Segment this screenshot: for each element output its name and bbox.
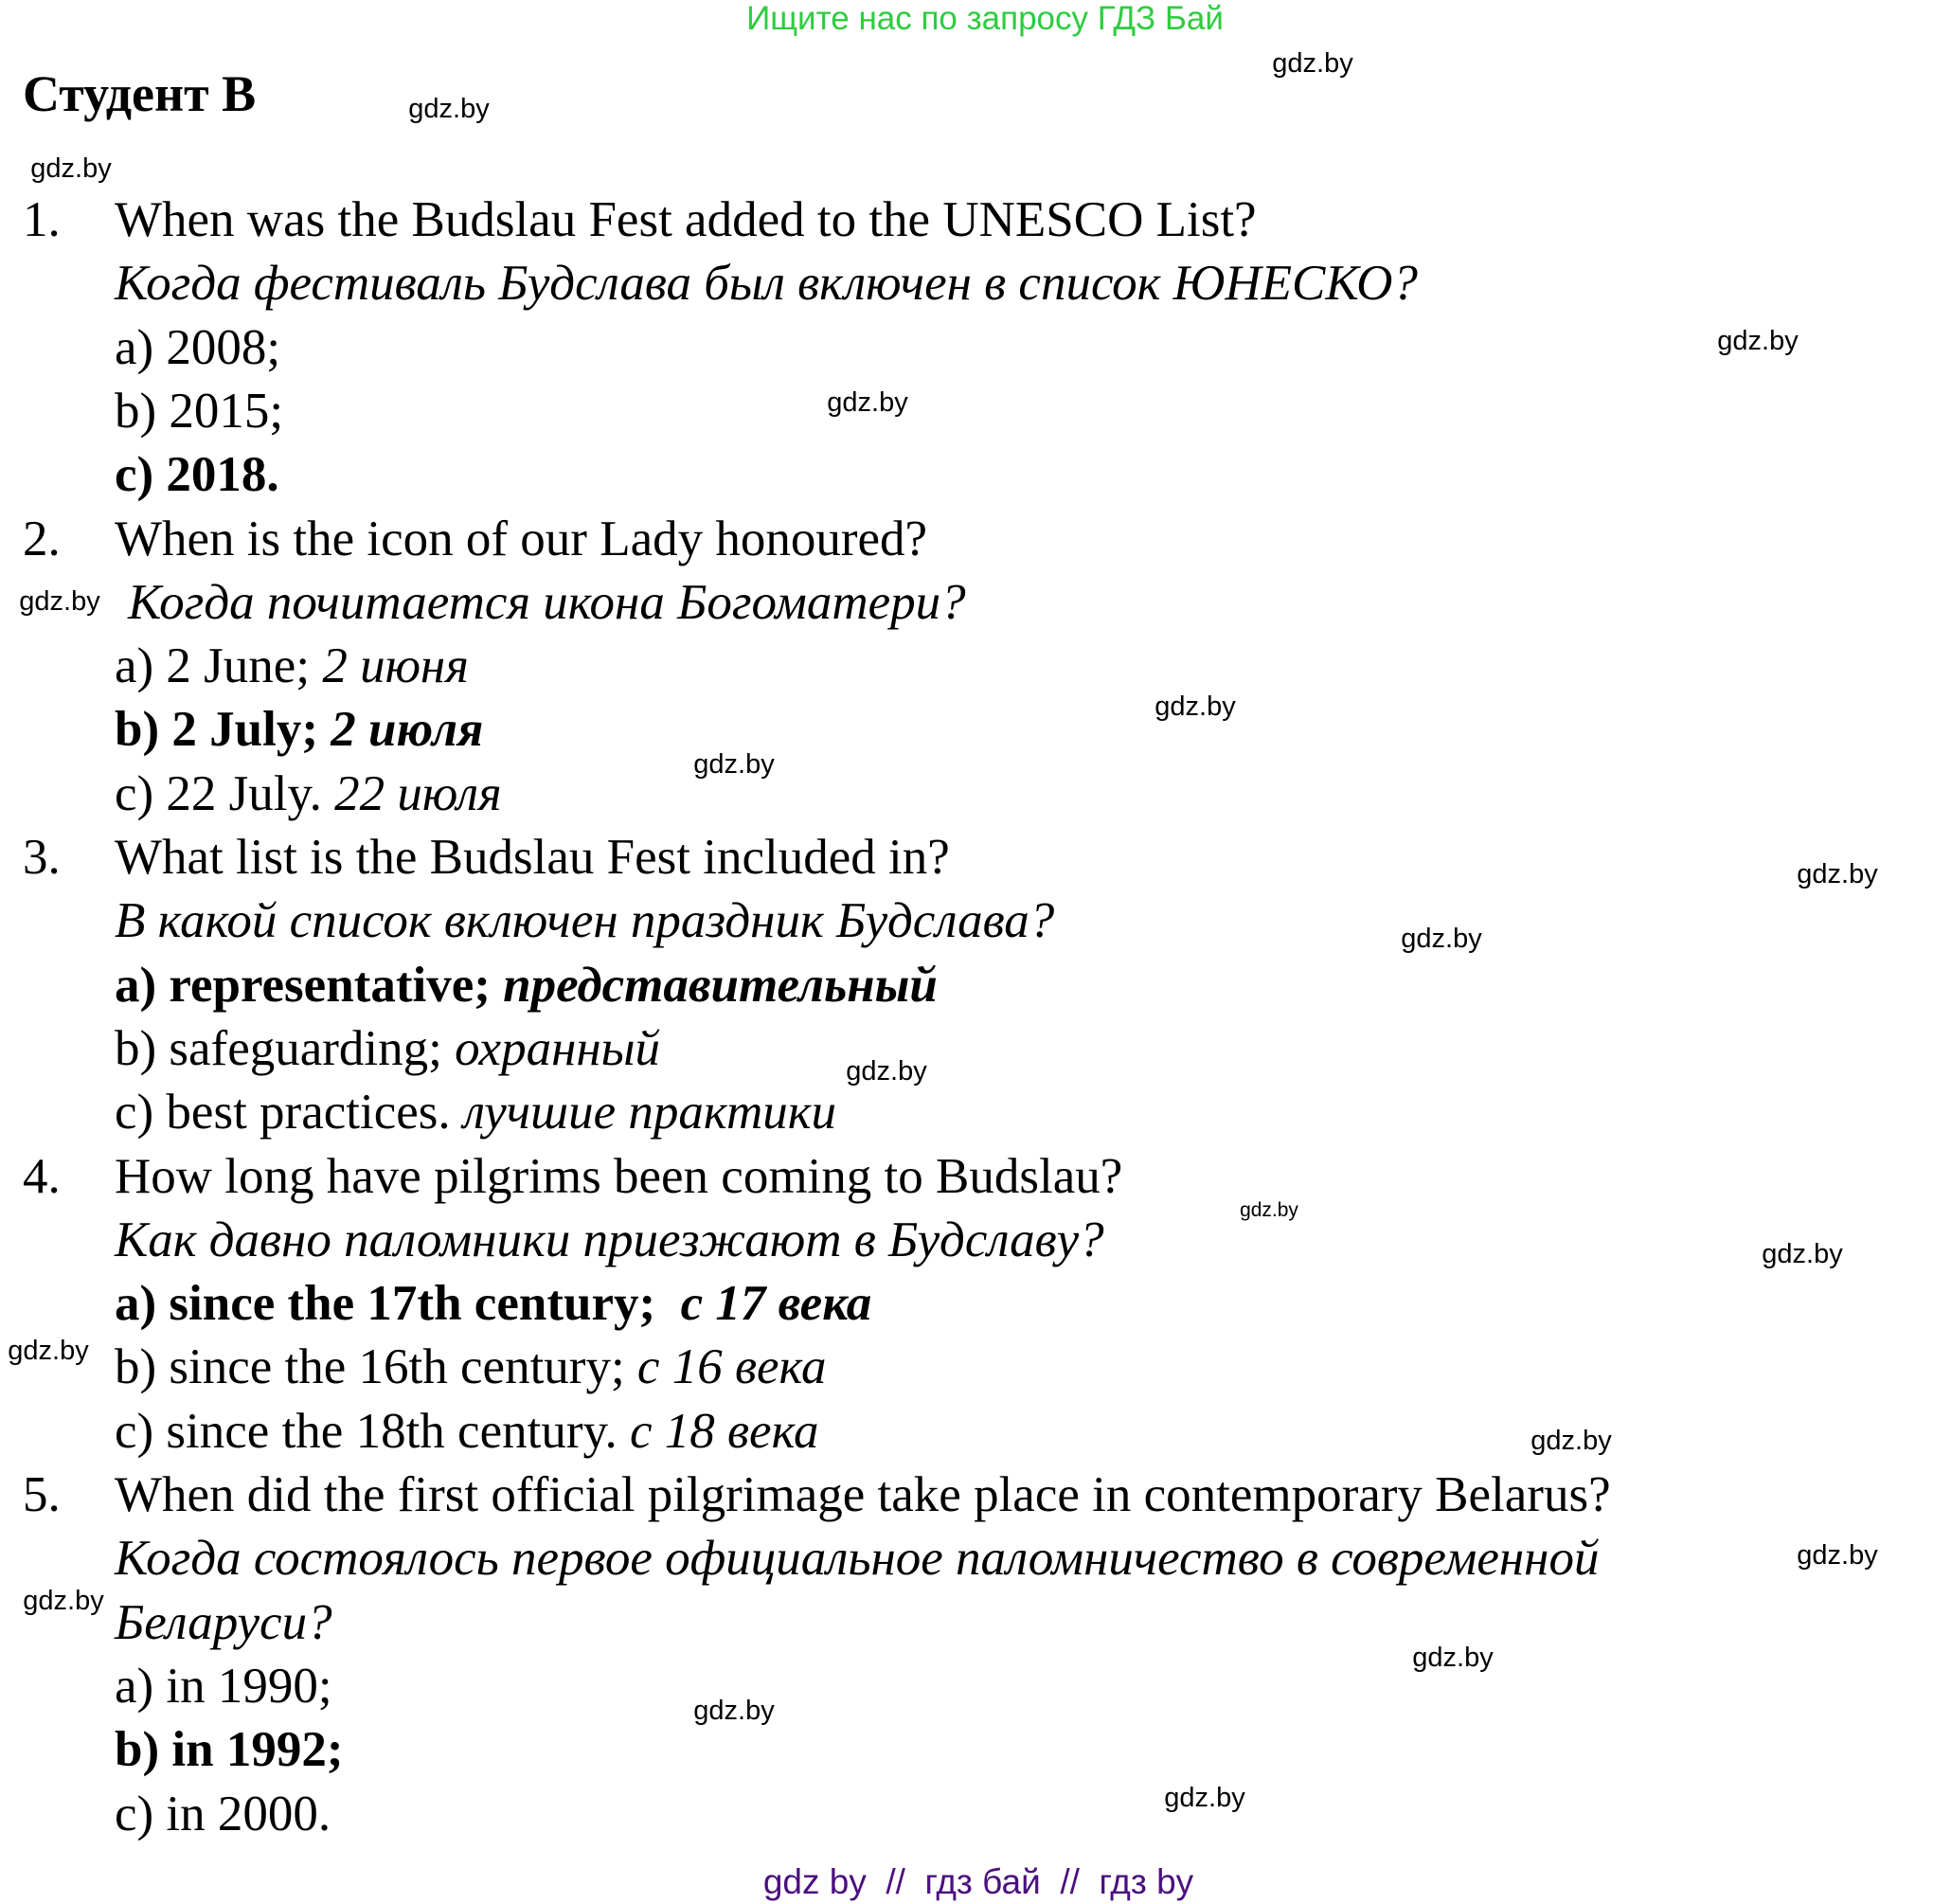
text-segment: В какой список включен праздник Будслава? xyxy=(115,893,1055,948)
watermark: gdz.by xyxy=(23,1586,104,1616)
text-segment: с 16 века xyxy=(636,1339,827,1394)
line-text xyxy=(115,1017,660,1081)
text-segment: охранный xyxy=(455,1021,661,1076)
watermark: gdz.by xyxy=(1530,1426,1612,1456)
watermark: gdz.by xyxy=(1272,48,1353,79)
text-segment: b) 2015; xyxy=(115,384,284,439)
line-text xyxy=(115,316,280,380)
text-segment: Когда почитается икона Богоматери? xyxy=(128,575,966,630)
question-text xyxy=(115,826,950,889)
line-text xyxy=(115,380,283,443)
watermark: gdz.by xyxy=(1797,1540,1878,1571)
text-segment: a) 2 June; xyxy=(115,638,323,693)
text-segment: a) since the 17th century; xyxy=(115,1276,681,1331)
line-text xyxy=(115,1718,343,1782)
watermark: gdz.by xyxy=(693,1696,775,1726)
watermark: gdz.by xyxy=(408,94,490,124)
question-text xyxy=(115,1464,1611,1527)
text-segment: 2 июля xyxy=(331,702,484,757)
text-segment: b) since the 16th century; xyxy=(115,1339,637,1394)
question-number: 3. xyxy=(23,830,61,885)
watermark: gdz.by xyxy=(1762,1239,1843,1269)
watermark: gdz.by xyxy=(1412,1643,1494,1673)
line-text xyxy=(115,635,469,698)
search-banner: Ищите нас по запросу ГДЗ Бай xyxy=(746,0,1224,37)
page-title: Студент B xyxy=(23,65,257,122)
text-segment: с 18 века xyxy=(630,1404,819,1459)
text-segment: b) 2 July; xyxy=(115,702,331,757)
text-segment: Когда фестиваль Будслава был включен в список ЮНЕСКО? xyxy=(115,256,1418,311)
watermark: gdz.by xyxy=(30,153,112,184)
text-segment: c) 22 July. xyxy=(115,766,335,821)
text-segment: представительный xyxy=(503,958,938,1013)
line-text xyxy=(115,1272,871,1336)
watermark: gdz.by xyxy=(19,586,100,617)
watermark: gdz.by xyxy=(1154,692,1236,722)
text-segment: a) representative; xyxy=(115,958,504,1013)
text-segment: a) in 1990; xyxy=(115,1659,332,1714)
watermark: gdz.by xyxy=(846,1056,927,1087)
question-text xyxy=(115,189,1257,252)
question-text xyxy=(115,1145,1122,1209)
text-segment: Как давно паломники приезжают в Будславу? xyxy=(115,1212,1104,1267)
line-text xyxy=(115,1081,836,1144)
question-number: 1. xyxy=(23,192,61,247)
line-text xyxy=(115,698,483,762)
line-text xyxy=(115,1591,332,1655)
text-segment: 2 июня xyxy=(322,638,469,693)
text-segment: Когда состоялось первое официальное паломничество в современной xyxy=(115,1531,1600,1586)
watermark: gdz.by xyxy=(1797,859,1878,889)
question-number: 2. xyxy=(23,512,61,566)
watermark: gdz.by xyxy=(693,749,775,780)
text-segment: с 17 века xyxy=(680,1276,872,1331)
text-segment: 22 июля xyxy=(334,766,502,821)
text-segment: c) best practices. xyxy=(115,1085,463,1140)
text-segment: b) safeguarding; xyxy=(115,1021,456,1076)
line-text xyxy=(115,954,938,1017)
text-segment: Беларуси? xyxy=(115,1595,332,1650)
question-text xyxy=(115,508,927,571)
text-segment: c) 2018. xyxy=(115,447,279,502)
line-text xyxy=(115,443,279,507)
text-segment: лучшие практики xyxy=(462,1085,837,1140)
watermark: gdz.by xyxy=(1717,326,1799,356)
text-segment: What list is the Budslau Fest included in? xyxy=(115,830,950,885)
watermark: gdz.by xyxy=(827,387,908,418)
watermark: gdz.by xyxy=(1164,1783,1245,1813)
line-text xyxy=(115,1209,1104,1272)
text-segment: When did the first official pilgrimage take place in contemporary Belarus? xyxy=(115,1467,1611,1522)
question-number: 4. xyxy=(23,1149,61,1204)
line-text xyxy=(115,252,1418,315)
watermark: gdz.by xyxy=(1240,1199,1298,1221)
text-segment: a) 2008; xyxy=(115,320,281,375)
line-text xyxy=(115,1336,826,1399)
line-text xyxy=(128,571,966,635)
line-text xyxy=(115,1527,1599,1590)
text-segment: How long have pilgrims been coming to Budslau? xyxy=(115,1149,1123,1204)
question-number: 5. xyxy=(23,1467,61,1522)
watermark: gdz.by xyxy=(1401,924,1482,954)
text-segment: When was the Budslau Fest added to the UNESCO List? xyxy=(115,192,1257,247)
text-segment: b) in 1992; xyxy=(115,1722,344,1777)
footer-text: gdz by // гдз бай // гдз by xyxy=(762,1862,1194,1901)
watermark: gdz.by xyxy=(8,1336,89,1366)
text-segment: c) since the 18th century. xyxy=(115,1404,631,1459)
line-text xyxy=(115,763,502,826)
line-text xyxy=(115,1655,332,1718)
line-text xyxy=(115,1783,331,1846)
line-text xyxy=(115,889,1054,953)
text-segment: When is the icon of our Lady honoured? xyxy=(115,512,928,566)
line-text xyxy=(115,1400,819,1464)
text-segment: c) in 2000. xyxy=(115,1787,331,1841)
